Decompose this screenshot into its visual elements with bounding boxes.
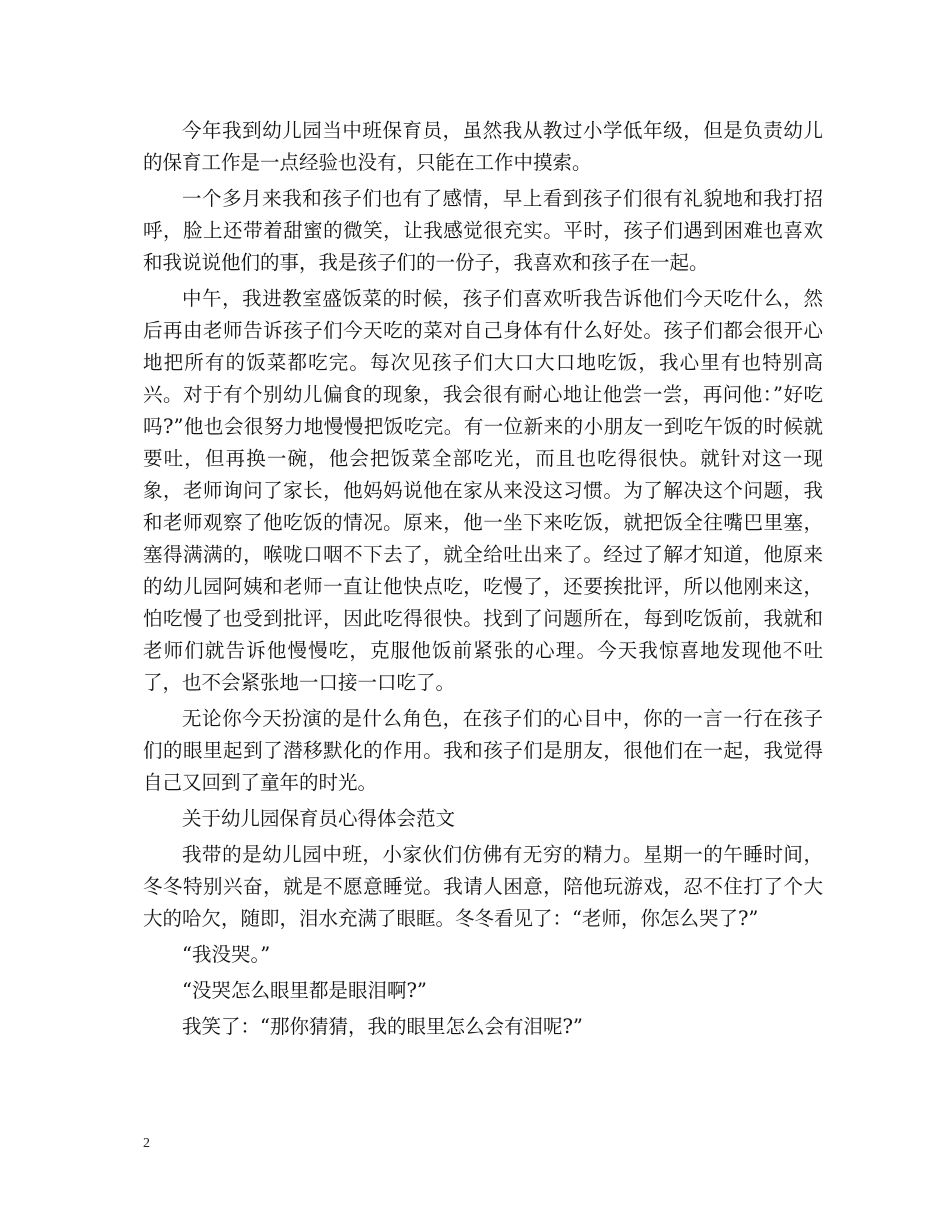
paragraph-2: 一个多月来我和孩子们也有了感情，早上看到孩子们很有礼貌地和我打招呼，脸上还带着甜蜜的微笑，让我感觉很充实。平时，孩子们遇到困难也喜欢和我说说他们的事，我是孩子们的一份子，我喜欢和孩子在一起。 xyxy=(143,187,823,274)
document-body xyxy=(143,115,823,1047)
section-heading: 关于幼儿园保育员心得体会范文 xyxy=(182,807,456,830)
dialogue-line-1: “我没哭。” xyxy=(182,943,271,966)
paragraph-3: 中午，我进教室盛饭菜的时候，孩子们喜欢听我告诉他们今天吃什么，然后再由老师告诉孩子们今天吃的菜对自己身体有什么好处。孩子们都会很开心地把所有的饭菜都吃完。每次见孩子们大口大口地吃饭，我心里有也特别高兴。对于有个别幼儿偏食的现象，我会很有耐心地让他尝一尝，再问他：”好吃吗?”他也会很努力地慢慢把饭吃完。有一位新来的小朋友一到吃午饭的时候就要吐，但再换一碗，他会把饭菜全部吃光，而且也吃得很快。就针对这一现象，老师询问了家长，他妈妈说他在家从来没这习惯。为了解决这个问题，我和老师观察了他吃饭的情况。原来，他一坐下来吃饭，就把饭全往嘴巴里塞，塞得满满的，喉咙口咽不下去了，就全给吐出来了。经过了解才知道，他原来的幼儿园阿姨和老师一直让他快点吃，吃慢了，还要挨批评，所以他刚来这，怕吃慢了也受到批评，因此吃得很快。找到了问题所在，每到吃饭前，我就和老师们就告诉他慢慢吃，克服他饭前紧张的心理。今天我惊喜地发现他不吐了，也不会紧张地一口接一口吃了。 xyxy=(143,287,823,694)
page-number: 2 xyxy=(143,1136,150,1151)
paragraph-5: 我带的是幼儿园中班，小家伙们仿佛有无穷的精力。星期一的午睡时间，冬冬特别兴奋，就是不愿意睡觉。我请人困意，陪他玩游戏，忍不住打了个大大的哈欠，随即，泪水充满了眼眶。冬冬看见了：“老师，你怎么哭了?” xyxy=(143,843,823,930)
dialogue-line-2: “没哭怎么眼里都是眼泪啊?” xyxy=(182,979,427,1002)
paragraph-4: 无论你今天扮演的是什么角色，在孩子们的心目中，你的一言一行在孩子们的眼里起到了潜移默化的作用。我和孩子们是朋友，很他们在一起，我觉得自己又回到了童年的时光。 xyxy=(143,707,823,794)
dialogue-line-3: 我笑了：“那你猜猜，我的眼里怎么会有泪呢?” xyxy=(182,1015,583,1038)
paragraph-1: 今年我到幼儿园当中班保育员，虽然我从教过小学低年级，但是负责幼儿的保育工作是一点经验也没有，只能在工作中摸索。 xyxy=(143,119,823,174)
